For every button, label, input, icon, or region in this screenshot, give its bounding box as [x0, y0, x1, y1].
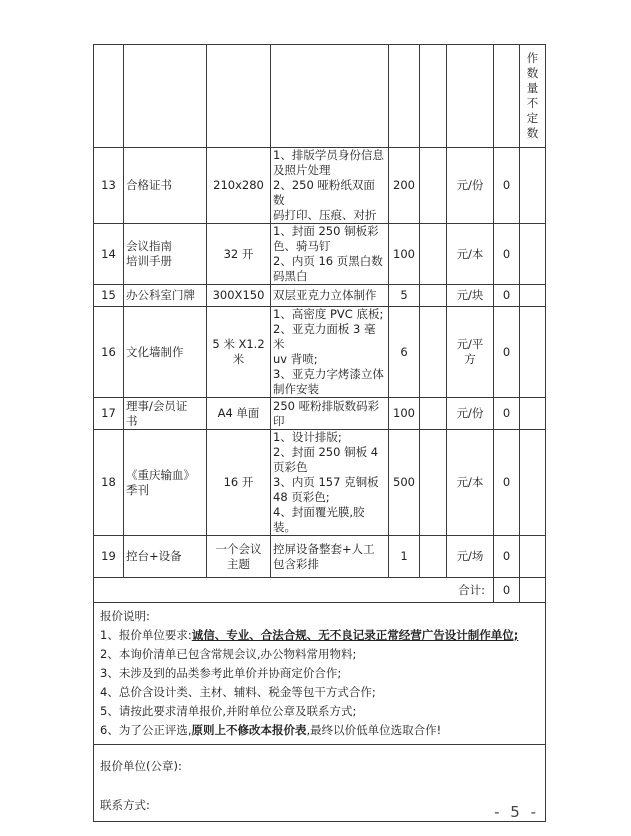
blank-cell: [420, 148, 447, 224]
page-number: - 5 -: [494, 803, 539, 821]
item-quantity: 100: [389, 398, 420, 430]
blank-cell: [420, 430, 447, 536]
blank-cell: [420, 536, 447, 578]
item-price: 0: [494, 224, 520, 285]
note-cell: [520, 285, 546, 307]
total-value: 0: [494, 578, 520, 603]
note-line-4: 4、总价含设计类、主材、辅料、税金等包干方式合作;: [100, 685, 376, 699]
total-label: 合计:: [94, 578, 494, 603]
notes-title: 报价说明:: [100, 609, 150, 623]
row-number: 13: [94, 148, 124, 224]
item-description: 1、封面 250 铜板彩 色、骑马钉 2、内页 16 页黑白数 码黑白: [271, 224, 389, 285]
table-row: [94, 398, 546, 430]
footer-row: [94, 745, 546, 822]
item-description: 1、高密度 PVC 底板; 2、亚克力面板 3 毫米 uv 背喷; 3、亚克力字烤漆立体 制作安装: [271, 307, 389, 398]
quantity-note-cell: 作 数 量 不 定 数: [520, 45, 546, 148]
item-quantity: 5: [389, 285, 420, 307]
contact-label: 联系方式:: [100, 798, 150, 812]
item-name: 控台+设备: [124, 536, 207, 578]
item-unit: 元/份: [447, 148, 494, 224]
blank-cell: [420, 307, 447, 398]
item-description: 1、排版学员身份信息 及照片处理 2、250 哑粉纸双面数 码打印、压痕、对折: [271, 148, 389, 224]
note-cell: [520, 148, 546, 224]
item-spec: A4 单面: [207, 398, 271, 430]
item-quantity: 500: [389, 430, 420, 536]
blank-cell: [420, 285, 447, 307]
note-line-3: 3、未涉及到的品类参考此单价并协商定价合作;: [100, 666, 342, 680]
item-spec: 5 米 X1.2 米: [207, 307, 271, 398]
item-quantity: 1: [389, 536, 420, 578]
item-name: 文化墙制作: [124, 307, 207, 398]
note-cell: [520, 224, 546, 285]
item-price: 0: [494, 536, 520, 578]
item-spec: 一个会议 主题: [207, 536, 271, 578]
table-row: [94, 285, 546, 307]
notes-row: [94, 603, 546, 745]
note-line-5: 5、请按此要求清单报价,并附单位公章及联系方式;: [100, 704, 357, 718]
item-description: 1、设计排版; 2、封面 250 铜板 4 页彩色 3、内页 157 克铜板 48 页彩色; 4、封面覆光膜,胶装。: [271, 430, 389, 536]
item-name: 《重庆输血》 季刊: [124, 430, 207, 536]
table-row: [94, 307, 546, 398]
item-name: 办公科室门牌: [124, 285, 207, 307]
note-cell: [520, 307, 546, 398]
note-cell: [520, 430, 546, 536]
item-quantity: 6: [389, 307, 420, 398]
total-row: [94, 578, 546, 603]
table-row: [94, 148, 546, 224]
note-cell: [520, 536, 546, 578]
seal-label: 报价单位(公章):: [100, 759, 182, 773]
table-row: [94, 536, 546, 578]
item-unit: 元/本: [447, 430, 494, 536]
item-name: 合格证书: [124, 148, 207, 224]
item-spec: 32 开: [207, 224, 271, 285]
item-description: 双层亚克力立体制作: [271, 285, 389, 307]
note-line-1: 1、报价单位要求:诚信、专业、合法合规、无不良记录正常经营广告设计制作单位;: [100, 628, 519, 642]
row-number: 16: [94, 307, 124, 398]
blank-cell: [420, 224, 447, 285]
item-spec: 16 开: [207, 430, 271, 536]
row-number: 19: [94, 536, 124, 578]
row-number: 14: [94, 224, 124, 285]
note-cell: [520, 398, 546, 430]
quotation-table: [93, 44, 546, 822]
item-unit: 元/份: [447, 398, 494, 430]
row-number: 17: [94, 398, 124, 430]
item-price: 0: [494, 285, 520, 307]
item-price: 0: [494, 398, 520, 430]
item-price: 0: [494, 148, 520, 224]
note-line-6: 6、为了公正评选,原则上不修改本报价表,最终以价低单位选取合作!: [100, 723, 442, 737]
item-name: 会议指南 培训手册: [124, 224, 207, 285]
item-description: 控屏设备整套+人工 包含彩排: [271, 536, 389, 578]
item-spec: 210x280: [207, 148, 271, 224]
table-row: [94, 430, 546, 536]
item-quantity: 200: [389, 148, 420, 224]
row-number: 18: [94, 430, 124, 536]
item-unit: 元/块: [447, 285, 494, 307]
table-row: [94, 224, 546, 285]
item-unit: 元/本: [447, 224, 494, 285]
item-unit: 元/平 方: [447, 307, 494, 398]
table-row: [94, 45, 546, 148]
note-line-2: 2、本询价清单已包含常规会议,办公物料常用物料;: [100, 647, 357, 661]
item-price: 0: [494, 430, 520, 536]
item-spec: 300X150: [207, 285, 271, 307]
notes-cell: [94, 603, 546, 745]
row-number: 15: [94, 285, 124, 307]
item-price: 0: [494, 307, 520, 398]
item-name: 理事/会员证 书: [124, 398, 207, 430]
footer-cell: [94, 745, 546, 822]
item-description: 250 哑粉排版数码彩 印: [271, 398, 389, 430]
item-quantity: 100: [389, 224, 420, 285]
item-unit: 元/场: [447, 536, 494, 578]
blank-cell: [420, 398, 447, 430]
